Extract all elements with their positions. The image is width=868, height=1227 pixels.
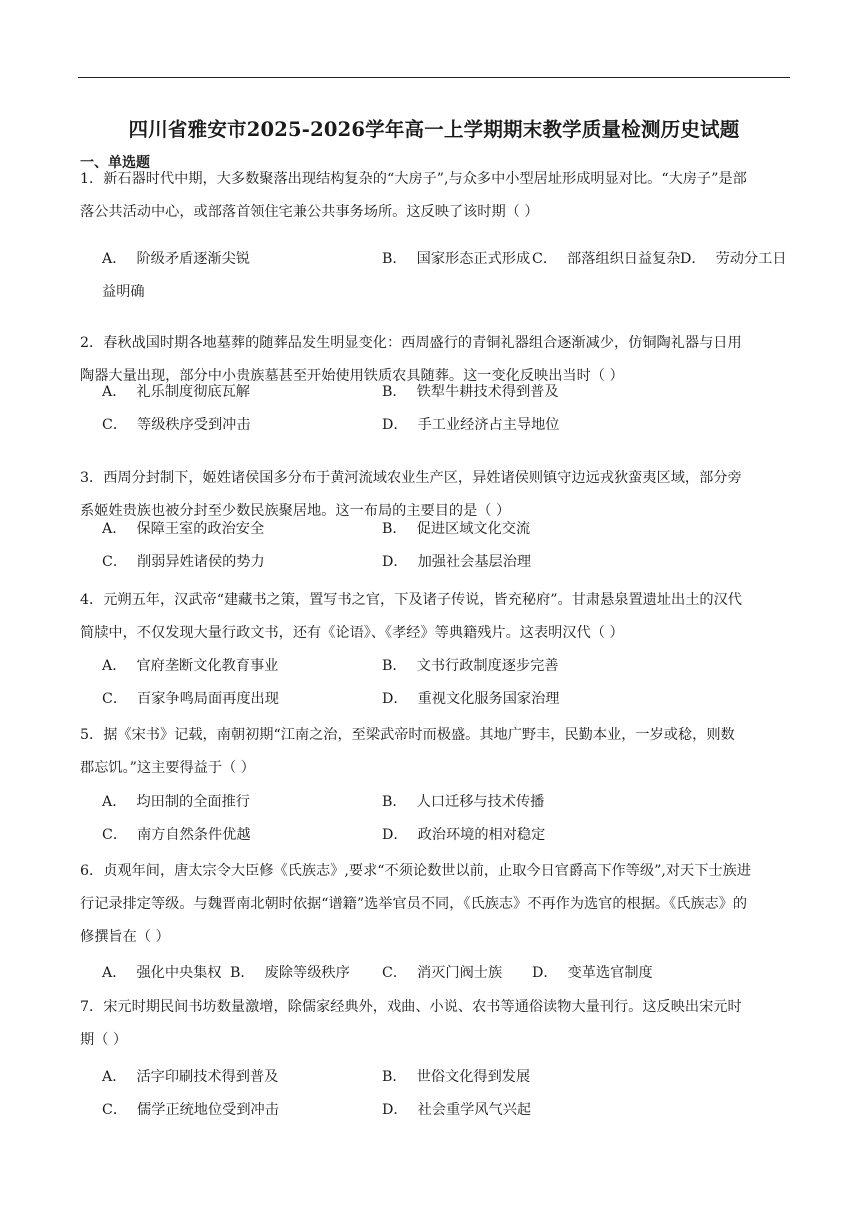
option-letter: B． <box>382 794 407 810</box>
page-title: 四川省雅安市2025-2026学年高一上学期期末教学质量检测历史试题 <box>128 118 740 141</box>
answer-option <box>532 957 653 990</box>
option-text: 阶级矛盾逐渐尖锐 <box>136 251 250 267</box>
option-text: 促进区域文化交流 <box>416 521 531 537</box>
option-text: 劳动分工日 <box>715 251 787 267</box>
section-heading: 一、单选题 <box>80 155 150 171</box>
question-line: 行记录排定等级。与魏晋南北朝时依据“谱籍”选举官员不同，《氏族志》不再作为选官的根据。《氏族志》的 <box>80 896 748 912</box>
option-text: 礼乐制度彻底瓦解 <box>136 384 250 400</box>
option-letter: D． <box>382 827 408 843</box>
question-stem <box>80 855 790 954</box>
option-letter: C． <box>102 1102 128 1118</box>
option-letter: C． <box>382 965 408 981</box>
question-line: 简牍中，不仅发现大量行政文书，还有《论语》、《孝经》等典籍残片。这表明汉代（ ） <box>80 625 624 641</box>
option-text: 儒学正统地位受到冲击 <box>137 1102 279 1118</box>
question-line: 郡忘饥。”这主要得益于（ ） <box>80 760 255 776</box>
question-line: 5．据《宋书》记载，南朝初期“江南之治，至梁武帝时而极盛。其地广野丰，民勤本业，一岁或稔，则数 <box>80 727 735 743</box>
option-letter: B． <box>382 658 407 674</box>
option-text: 变革选官制度 <box>567 965 653 981</box>
option-text: 均田制的全面推行 <box>136 794 250 810</box>
answer-option <box>102 957 222 990</box>
option-text: 南方自然条件优越 <box>137 827 251 843</box>
answer-option <box>382 513 530 546</box>
option-text: 活字印刷技术得到普及 <box>136 1069 279 1085</box>
question-line: 6．贞观年间，唐太宗令大臣修《氏族志》,要求“不须论数世以前，止取今日官爵高下作等级”,对天下士族进 <box>80 863 751 879</box>
option-text: 百家争鸣局面再度出现 <box>137 691 279 707</box>
option-text: 铁犁牛耕技术得到普及 <box>416 384 559 400</box>
question-line: 2．春秋战国时期各地墓葬的随葬品发生明显变化：西周盛行的青铜礼器组合逐渐减少，仿铜陶礼器与日用 <box>80 335 742 351</box>
answer-option <box>382 1094 531 1127</box>
answer-option <box>382 786 544 819</box>
answer-option <box>102 1094 279 1127</box>
question-line: 7．宋元时期民间书坊数量激增，除儒家经典外，戏曲、小说、农书等通俗读物大量刊行。这反映出宋元时 <box>80 999 742 1015</box>
option-letter: A． <box>102 658 127 674</box>
question-line: 3．西周分封制下，姬姓诸侯国多分布于黄河流域农业生产区，异姓诸侯则镇守边远戎狄蛮夷区域，部分旁 <box>80 470 742 486</box>
answer-option <box>102 243 250 276</box>
answer-option <box>382 1061 530 1094</box>
option-letter: B． <box>382 521 407 537</box>
question-stem <box>80 719 790 785</box>
question-stem <box>80 584 790 650</box>
answer-option <box>382 819 545 852</box>
option-text: 消灭门阀士族 <box>417 965 503 981</box>
option-text: 等级秩序受到冲击 <box>137 417 251 433</box>
option-text: 国家形态正式形成 <box>416 251 531 267</box>
answer-option <box>102 376 250 409</box>
option-text: 部落组织日益复杂 <box>567 251 681 267</box>
question-line: 期（ ） <box>80 1032 128 1048</box>
option-text: 人口迁移与技术传播 <box>416 794 545 810</box>
question-line: 4．元朔五年，汉武帝“建藏书之策，置写书之官，下及诸子传说，皆充秘府”。甘肃悬泉置遗址出土的汉代 <box>80 592 742 608</box>
option-text: 强化中央集权 <box>136 965 222 981</box>
option-text: 手工业经济占主导地位 <box>417 417 560 433</box>
answer-option <box>382 683 559 716</box>
answer-option <box>102 409 251 442</box>
answer-option <box>102 513 264 546</box>
option-letter: C． <box>102 554 128 570</box>
option-text: 官府垄断文化教育事业 <box>136 658 279 674</box>
answer-option <box>382 546 531 579</box>
option-letter: B． <box>382 1069 407 1085</box>
option-letter: B． <box>230 965 255 981</box>
question-stem <box>80 163 790 229</box>
option-letter: C． <box>102 691 128 707</box>
answer-option <box>230 957 350 990</box>
option-text: 削弱异姓诸侯的势力 <box>137 554 265 570</box>
answer-option <box>680 243 787 276</box>
option-text: 世俗文化得到发展 <box>416 1069 531 1085</box>
answer-option <box>532 243 681 276</box>
question-line: 修撰旨在（ ） <box>80 929 170 945</box>
question-line: 系姬姓贵族也被分封至少数民族聚居地。这一布局的主要目的是（ ） <box>80 503 511 519</box>
option-text: 废除等级秩序 <box>264 965 350 981</box>
option-letter: B． <box>382 251 407 267</box>
answer-option <box>382 243 530 276</box>
answer-option <box>102 650 278 683</box>
question-line: 陶器大量出现，部分中小贵族墓甚至开始使用铁质农具随葬。这一变化反映出当时（ ） <box>80 368 624 384</box>
header-rule <box>78 77 790 78</box>
answer-option <box>382 409 559 442</box>
option-overflow-text: 益明确 <box>102 284 145 300</box>
option-letter: C． <box>532 251 558 267</box>
question-line: 落公共活动中心，或部落首领住宅兼公共事务场所。这反映了该时期（ ） <box>80 204 539 220</box>
option-text: 社会重学风气兴起 <box>417 1102 532 1118</box>
answer-option <box>102 819 251 852</box>
answer-option <box>102 1061 278 1094</box>
option-text: 重视文化服务国家治理 <box>417 691 560 707</box>
option-letter: D． <box>382 691 408 707</box>
option-letter: D． <box>680 251 706 267</box>
option-text: 政治环境的相对稳定 <box>417 827 546 843</box>
question-stem <box>80 991 790 1057</box>
option-text: 保障王室的政治安全 <box>136 521 265 537</box>
answer-option <box>102 683 279 716</box>
question-line: 1．新石器时代中期，大多数聚落出现结构复杂的“大房子”,与众多中小型居址形成明显对比。“大房子”是部 <box>80 171 747 187</box>
option-letter: A． <box>102 1069 127 1085</box>
answer-option <box>382 376 559 409</box>
option-letter: A． <box>102 965 127 981</box>
option-letter: A． <box>102 521 127 537</box>
answer-option <box>102 786 250 819</box>
option-letter: C． <box>102 417 128 433</box>
option-letter: B． <box>382 384 407 400</box>
answer-option <box>102 546 265 579</box>
option-letter: D． <box>532 965 558 981</box>
option-text: 文书行政制度逐步完善 <box>416 658 559 674</box>
option-letter: A． <box>102 251 127 267</box>
option-letter: D． <box>382 417 408 433</box>
option-letter: D． <box>382 554 408 570</box>
answer-option <box>382 650 559 683</box>
option-letter: C． <box>102 827 128 843</box>
option-letter: D． <box>382 1102 408 1118</box>
answer-option <box>382 957 502 990</box>
option-letter: A． <box>102 384 127 400</box>
option-text: 加强社会基层治理 <box>417 554 532 570</box>
option-letter: A． <box>102 794 127 810</box>
